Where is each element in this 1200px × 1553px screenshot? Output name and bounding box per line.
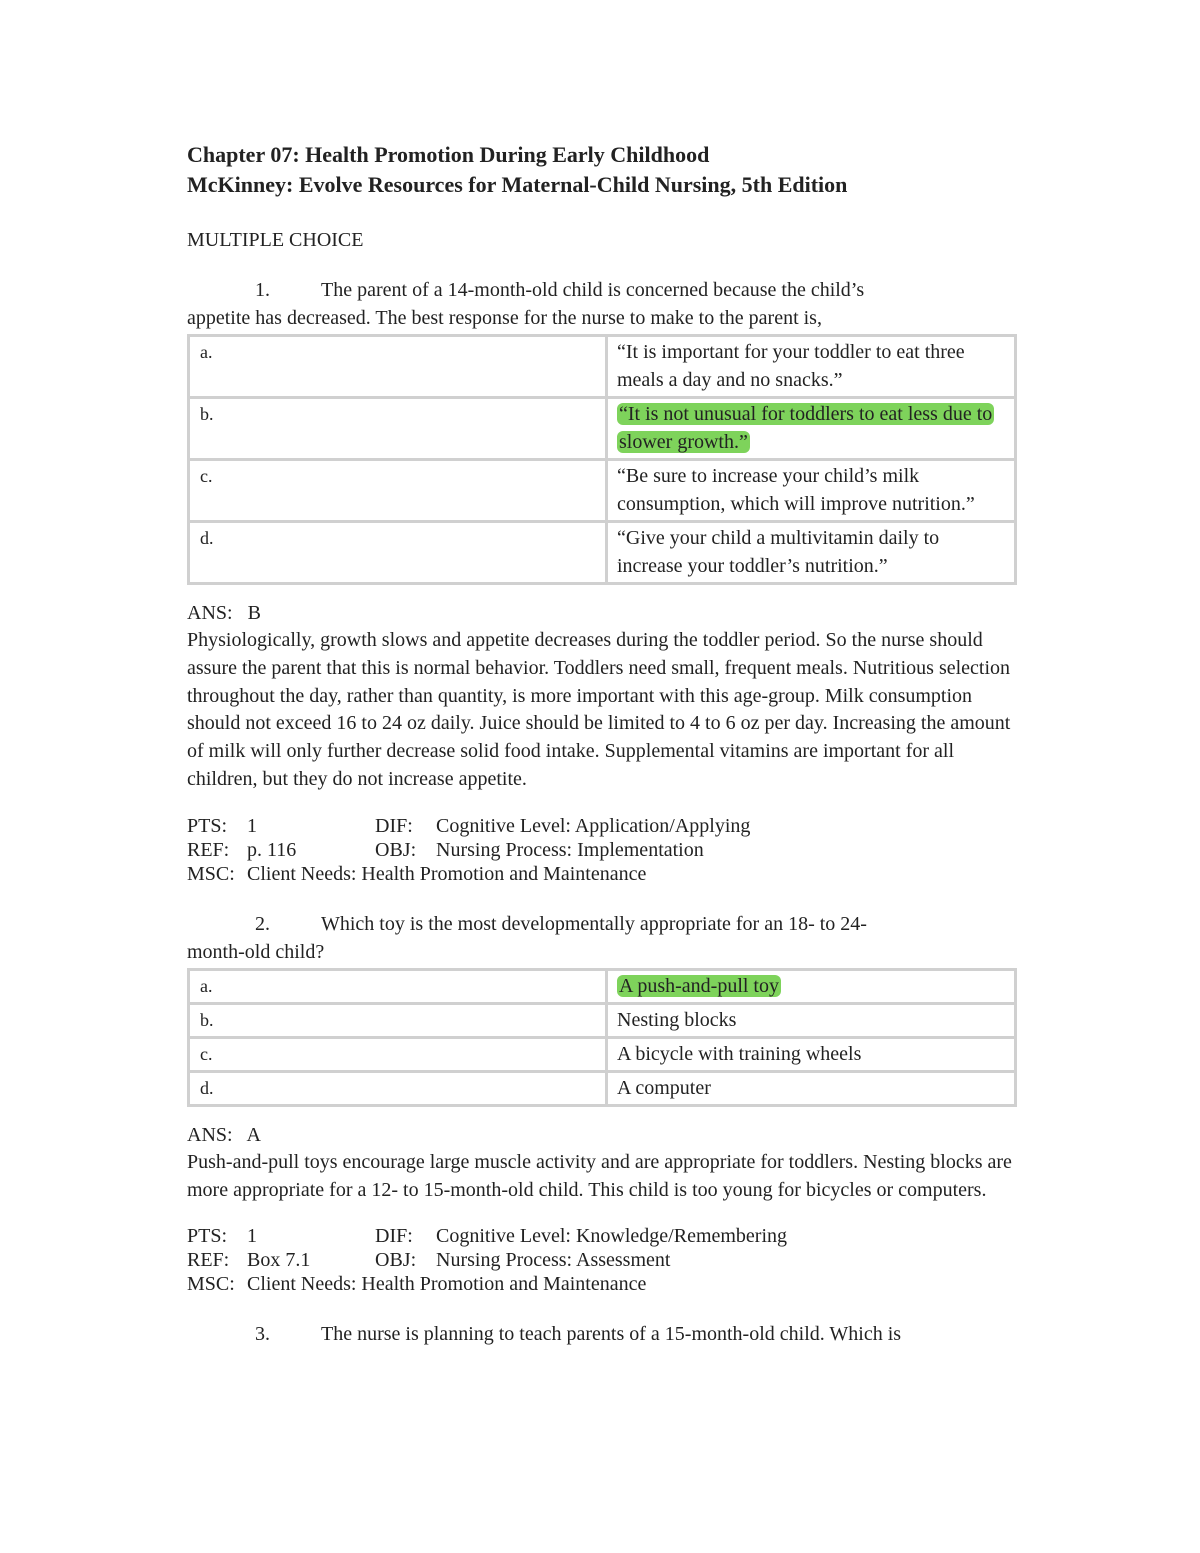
choice-text: “Give your child a multivitamin daily to increase your toddler’s nutrition.”: [607, 522, 1016, 584]
choices-table: [187, 968, 1017, 1107]
msc-value: Client Needs: Health Promotion and Maintenance: [247, 862, 647, 885]
ref-value: Box 7.1: [247, 1249, 311, 1272]
choice-text-correct: [607, 398, 1016, 460]
choice-row-b: [189, 1003, 1016, 1037]
choice-text: Nesting blocks: [607, 1003, 1016, 1037]
pts-label: PTS:: [187, 1225, 228, 1248]
rationale-text: Push-and-pull toys encourage large muscle activity and are appropriate for toddlers. Nesting blocks are more appropriate for a 12- to 15-month-old child. This child is too young for bicycles or computers.: [187, 1150, 1012, 1201]
question-meta: [187, 814, 1017, 886]
choice-row-a: [189, 969, 1016, 1003]
answer-value: B: [247, 602, 261, 624]
choice-letter: c.: [189, 460, 607, 522]
dif-value: Cognitive Level: Knowledge/Remembering: [436, 1225, 788, 1248]
question-stem-line-1: The parent of a 14-month-old child is concerned because the child’s: [321, 279, 865, 301]
choice-text: “It is important for your toddler to eat three meals a day and no snacks.”: [607, 336, 1016, 398]
document-content: [187, 140, 1017, 1348]
question-meta: [187, 1224, 1017, 1296]
question-stem: [187, 910, 1017, 966]
choice-row-c: [189, 460, 1016, 522]
choice-text: A bicycle with training wheels: [607, 1037, 1016, 1071]
dif-label: DIF:: [375, 1225, 413, 1248]
pts-value: 1: [247, 814, 257, 837]
rationale-text: Physiologically, growth slows and appetite decreases during the toddler period. So the nurse should assure the parent that this is normal behavior. Toddlers need small, frequent meals. Nutritious selection throughout the day, rather than quantity, is more important with this age-group. Milk consumption should not exceed 16 to 24 oz daily. Juice should be limited to 4 to 6 oz per day. Increasing the amount of milk will only further decrease solid food intake. Supplemental vitamins are important for all children, but they do not increase appetite.: [187, 629, 1011, 790]
choice-letter: d.: [189, 1071, 607, 1105]
answer-highlight: A push-and-pull toy: [619, 974, 779, 997]
obj-value: Nursing Process: Assessment: [436, 1249, 671, 1272]
section-label: MULTIPLE CHOICE: [187, 229, 364, 251]
question-stem-line-1: The nurse is planning to teach parents of a 15-month-old child. Which is: [321, 1323, 902, 1346]
question-number: 1.: [255, 279, 270, 301]
obj-label: OBJ:: [375, 838, 417, 861]
msc-label: MSC:: [187, 862, 235, 885]
dif-value: Cognitive Level: Application/Applying: [436, 814, 751, 837]
choice-row-c: [189, 1037, 1016, 1071]
pts-label: PTS:: [187, 814, 228, 837]
pts-value: 1: [247, 1225, 257, 1248]
answer-label: ANS:: [187, 1123, 233, 1146]
choice-letter: b.: [189, 398, 607, 460]
question-stem-line-2: appetite has decreased. The best response for the nurse to make to the parent is,: [187, 307, 822, 329]
question-2: [187, 910, 1017, 1297]
dif-label: DIF:: [375, 814, 413, 837]
choice-letter: a.: [189, 336, 607, 398]
answer-line: [187, 599, 1017, 627]
chapter-title: Chapter 07: Health Promotion During Early Childhood: [187, 142, 710, 167]
choice-text: “Be sure to increase your child’s milk consumption, which will improve nutrition.”: [607, 460, 1016, 522]
choice-row-d: [189, 522, 1016, 584]
ref-value: p. 116: [247, 838, 297, 861]
book-title: McKinney: Evolve Resources for Maternal-Child Nursing, 5th Edition: [187, 172, 848, 197]
choice-row-b: [189, 398, 1016, 460]
answer-label: ANS:: [187, 602, 233, 624]
choice-letter: d.: [189, 522, 607, 584]
choice-row-a: [189, 336, 1016, 398]
answer-value: A: [246, 1123, 261, 1146]
ref-label: REF:: [187, 1249, 230, 1272]
answer-line: [187, 1121, 1017, 1149]
question-stem-line-2: month-old child?: [187, 940, 325, 963]
question-number: 3.: [255, 1323, 270, 1346]
choice-text: A computer: [607, 1071, 1016, 1105]
question-stem-line-1: Which toy is the most developmentally appropriate for an 18- to 24-: [321, 912, 867, 935]
obj-value: Nursing Process: Implementation: [436, 838, 704, 861]
ref-label: REF:: [187, 838, 230, 861]
question-1: [187, 276, 1017, 886]
question-stem: [187, 276, 1017, 332]
choices-table: [187, 334, 1017, 585]
msc-label: MSC:: [187, 1273, 235, 1296]
question-3: [187, 1320, 1017, 1348]
answer-highlight: “It is not unusual for toddlers to eat less due to slower growth.”: [619, 403, 993, 453]
choice-text-correct: [607, 969, 1016, 1003]
question-number: 2.: [255, 912, 270, 935]
choice-row-d: [189, 1071, 1016, 1105]
choice-letter: c.: [189, 1037, 607, 1071]
choice-letter: a.: [189, 969, 607, 1003]
msc-value: Client Needs: Health Promotion and Maintenance: [247, 1273, 647, 1296]
choice-letter: b.: [189, 1003, 607, 1037]
obj-label: OBJ:: [375, 1249, 417, 1272]
